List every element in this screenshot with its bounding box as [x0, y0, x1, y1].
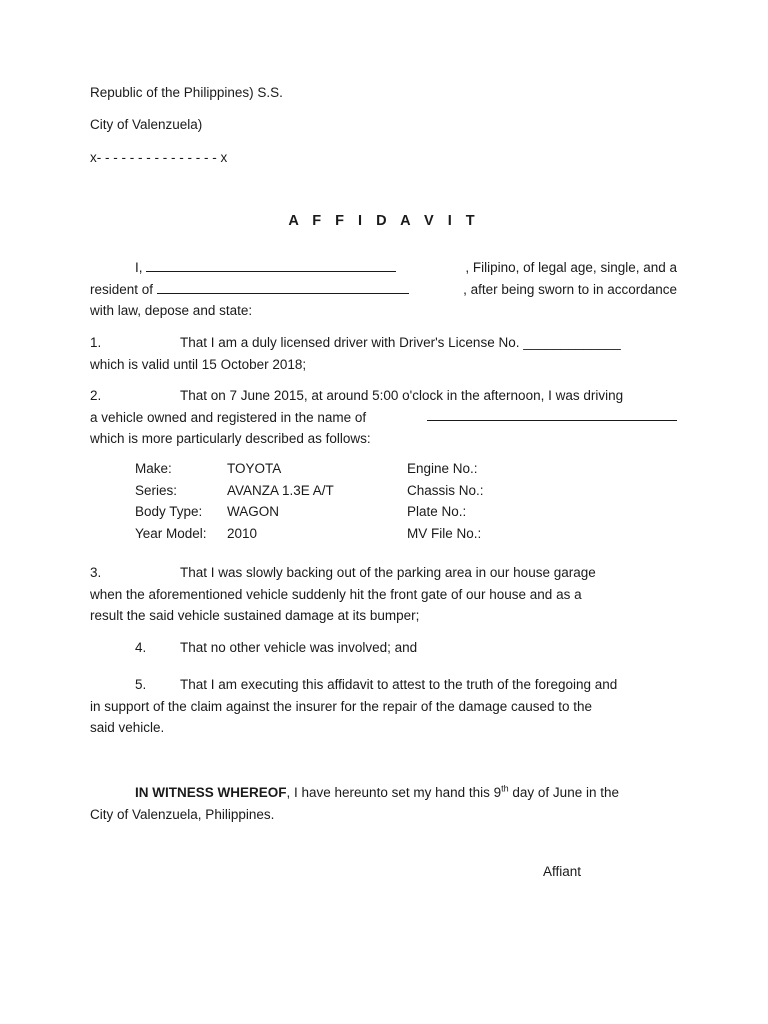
item-2-text-3: which is more particularly described as follows: — [90, 431, 371, 446]
vehicle-right-label: Engine No.: — [407, 461, 478, 476]
intro-line-2 — [90, 279, 677, 301]
witness-text-b: day of June in the — [508, 785, 619, 800]
vehicle-label: Year Model: — [135, 525, 207, 541]
vehicle-value: 2010 — [227, 525, 258, 541]
item-2-line-1 — [90, 385, 677, 407]
vehicle-row-make — [135, 461, 484, 483]
vehicle-right-label: Chassis No.: — [407, 482, 484, 498]
intro-text-4: , after being sworn to in accordance — [463, 281, 677, 297]
item-3 — [90, 562, 677, 627]
witness-line-1 — [90, 782, 677, 804]
witness-line-2 — [90, 804, 677, 826]
document-title: A F F I D A V I T — [288, 213, 480, 229]
intro-line-1 — [90, 257, 677, 279]
intro-text-3: resident of — [90, 281, 154, 297]
item-4-line-1 — [90, 637, 677, 659]
vehicle-value: TOYOTA — [227, 461, 282, 476]
vehicle-details-table — [135, 461, 484, 547]
item-5-text-3: said vehicle. — [90, 720, 165, 735]
vehicle-label: Body Type: — [135, 504, 203, 519]
item-3-line-3 — [90, 605, 677, 627]
residence-blank — [157, 280, 409, 294]
witness-ordinal-suffix: th — [501, 783, 509, 794]
item-2-text-1: That on 7 June 2015, at around 5:00 o'clock in the afternoon, I was driving — [180, 388, 624, 403]
item-5-line-3 — [90, 717, 677, 739]
affiant-signature-label: Affiant — [543, 864, 582, 879]
item-5-line-2 — [90, 696, 677, 718]
intro-line-3 — [90, 300, 677, 322]
item-4-text-1: That no other vehicle was involved; and — [180, 640, 418, 655]
item-2-number: 2. — [90, 388, 102, 403]
item-5-line-1 — [90, 674, 677, 696]
owner-name-blank — [427, 407, 677, 421]
item-2-line-2 — [90, 407, 677, 429]
item-3-number: 3. — [90, 565, 102, 580]
item-1-text-1: That I am a duly licensed driver with Driver's License No. _____________ — [180, 335, 621, 350]
item-2 — [90, 385, 677, 450]
item-2-line-3 — [90, 428, 677, 450]
witness-text-a: , I have hereunto set my hand this 9 — [286, 785, 502, 800]
intro-paragraph — [90, 257, 677, 322]
item-3-text-1: That I was slowly backing out of the parking area in our house garage — [180, 565, 596, 580]
venue-republic: Republic of the Philippines) S.S. — [90, 85, 283, 100]
item-1-number: 1. — [90, 335, 102, 350]
item-3-text-3: result the said vehicle sustained damage at its bumper; — [90, 608, 420, 623]
item-3-text-2: when the aforementioned vehicle suddenly hit the front gate of our house and as a — [90, 586, 582, 602]
vehicle-label: Series: — [135, 482, 178, 498]
item-1 — [90, 332, 677, 375]
item-1-line-2 — [90, 354, 677, 376]
venue-city: City of Valenzuela) — [90, 117, 203, 132]
item-3-line-2 — [90, 584, 677, 606]
item-4-number: 4. — [135, 640, 147, 655]
item-5-text-2: in support of the claim against the insurer for the repair of the damage caused to the — [90, 698, 593, 714]
item-5-text-1: That I am executing this affidavit to attest to the truth of the foregoing and — [180, 677, 618, 692]
vehicle-right-label: Plate No.: — [407, 504, 467, 519]
intro-text-2: , Filipino, of legal age, single, and a — [465, 260, 677, 275]
vehicle-right-label: MV File No.: — [407, 525, 482, 541]
intro-text-5: with law, depose and state: — [90, 303, 253, 318]
item-1-text-2: which is valid until 15 October 2018; — [90, 356, 307, 372]
intro-text-i: I, — [135, 260, 143, 275]
witness-heading: IN WITNESS WHEREOF — [135, 785, 287, 800]
venue-separator: x- - - - - - - - - - - - - - - x — [90, 150, 228, 165]
item-5-number: 5. — [135, 677, 147, 692]
witness-text-2: City of Valenzuela, Philippines. — [90, 806, 275, 822]
vehicle-row-year-model — [135, 526, 484, 548]
vehicle-row-body-type — [135, 504, 484, 526]
vehicle-value: AVANZA 1.3E A/T — [227, 482, 334, 498]
affiant-name-blank — [146, 258, 396, 272]
vehicle-row-series — [135, 483, 484, 505]
witness-clause — [90, 782, 677, 825]
item-3-line-1 — [90, 562, 677, 584]
item-4 — [90, 637, 677, 659]
item-2-text-2: a vehicle owned and registered in the name of — [90, 409, 367, 425]
vehicle-value: WAGON — [227, 504, 279, 519]
item-1-line-1 — [90, 332, 677, 354]
vehicle-label: Make: — [135, 461, 172, 476]
item-5 — [90, 674, 677, 739]
